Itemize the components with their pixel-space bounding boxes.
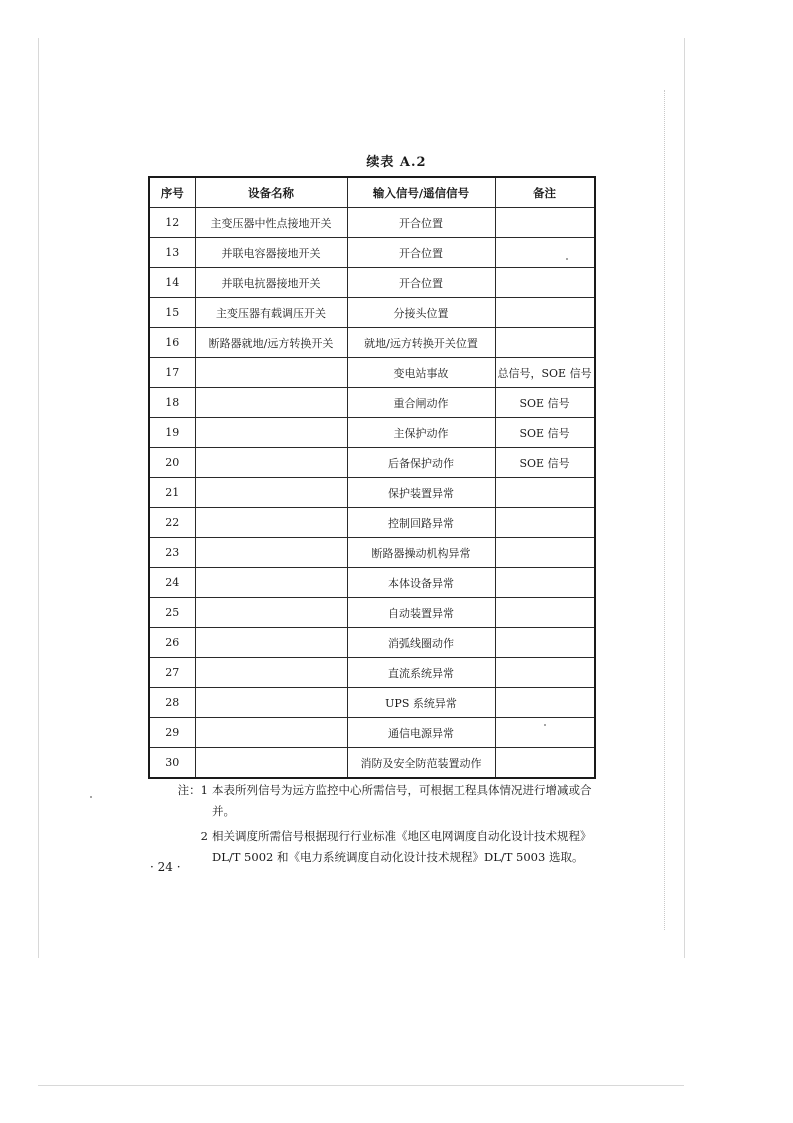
- cell-remark: [495, 508, 595, 538]
- header-remark: 备注: [495, 177, 595, 208]
- cell-remark: [495, 658, 595, 688]
- table-title: 续表 A.2: [366, 155, 427, 170]
- cell-no: 14: [149, 268, 195, 298]
- cell-remark: [495, 328, 595, 358]
- cell-no: 23: [149, 538, 195, 568]
- cell-remark: [495, 268, 595, 298]
- cell-signal: 自动装置异常: [347, 598, 495, 628]
- cell-remark: SOE 信号: [495, 448, 595, 478]
- scan-bottom-edge: [38, 1085, 684, 1086]
- cell-device: [195, 718, 347, 748]
- cell-signal: 本体设备异常: [347, 568, 495, 598]
- cell-signal: 主保护动作: [347, 418, 495, 448]
- table-row: [149, 478, 595, 508]
- cell-remark: [495, 688, 595, 718]
- notes: [170, 780, 610, 868]
- table-row: [149, 298, 595, 328]
- cell-remark: [495, 598, 595, 628]
- cell-device: 主变压器有载调压开关: [195, 298, 347, 328]
- table-row: [149, 268, 595, 298]
- table-row: [149, 748, 595, 779]
- table-row: [149, 538, 595, 568]
- cell-no: 28: [149, 688, 195, 718]
- table-row: [149, 328, 595, 358]
- header-signal: 输入信号/遥信信号: [347, 177, 495, 208]
- table-header-row: [149, 177, 595, 208]
- cell-no: 12: [149, 208, 195, 238]
- cell-signal: 开合位置: [347, 238, 495, 268]
- cell-remark: [495, 748, 595, 779]
- cell-remark: 总信号，SOE 信号: [495, 358, 595, 388]
- note-item: [170, 826, 610, 868]
- cell-signal: 消防及安全防范装置动作: [347, 748, 495, 779]
- cell-device: [195, 748, 347, 779]
- cell-device: 主变压器中性点接地开关: [195, 208, 347, 238]
- note-item: [170, 780, 610, 822]
- cell-no: 27: [149, 658, 195, 688]
- cell-signal: 后备保护动作: [347, 448, 495, 478]
- cell-no: 16: [149, 328, 195, 358]
- scan-speck: [90, 796, 92, 798]
- cell-no: 19: [149, 418, 195, 448]
- cell-no: 25: [149, 598, 195, 628]
- cell-remark: [495, 628, 595, 658]
- table-row: [149, 688, 595, 718]
- page-number: · 24 ·: [150, 860, 181, 874]
- cell-no: 15: [149, 298, 195, 328]
- cell-signal: 开合位置: [347, 268, 495, 298]
- cell-remark: [495, 538, 595, 568]
- cell-no: 20: [149, 448, 195, 478]
- cell-signal: 就地/远方转换开关位置: [347, 328, 495, 358]
- cell-device: [195, 508, 347, 538]
- table-row: [149, 358, 595, 388]
- cell-no: 24: [149, 568, 195, 598]
- cell-signal: UPS 系统异常: [347, 688, 495, 718]
- cell-signal: 控制回路异常: [347, 508, 495, 538]
- header-no: 序号: [149, 177, 195, 208]
- cell-device: [195, 568, 347, 598]
- table-row: [149, 418, 595, 448]
- table-row: [149, 628, 595, 658]
- note-text: 本表所列信号为远方监控中心所需信号，可根据工程具体情况进行增减或合并。: [212, 783, 592, 818]
- cell-remark: [495, 298, 595, 328]
- table-row: [149, 448, 595, 478]
- scan-right-edge: [684, 38, 685, 958]
- cell-device: 并联电容器接地开关: [195, 238, 347, 268]
- cell-device: [195, 628, 347, 658]
- cell-signal: 断路器操动机构异常: [347, 538, 495, 568]
- table-row: [149, 718, 595, 748]
- note-label: 1: [200, 783, 208, 797]
- cell-remark: [495, 718, 595, 748]
- cell-remark: [495, 478, 595, 508]
- cell-device: 断路器就地/远方转换开关: [195, 328, 347, 358]
- table-row: [149, 508, 595, 538]
- cell-signal: 分接头位置: [347, 298, 495, 328]
- cell-remark: SOE 信号: [495, 418, 595, 448]
- cell-device: [195, 688, 347, 718]
- notes-prefix: 注：: [177, 783, 201, 797]
- cell-signal: 保护装置异常: [347, 478, 495, 508]
- cell-remark: [495, 208, 595, 238]
- cell-device: [195, 538, 347, 568]
- cell-no: 17: [149, 358, 195, 388]
- cell-no: 13: [149, 238, 195, 268]
- cell-device: [195, 598, 347, 628]
- cell-no: 18: [149, 388, 195, 418]
- signal-table: [148, 176, 596, 779]
- cell-device: [195, 388, 347, 418]
- table-row: [149, 658, 595, 688]
- cell-no: 29: [149, 718, 195, 748]
- table-row: [149, 238, 595, 268]
- cell-no: 26: [149, 628, 195, 658]
- scan-left-edge: [38, 38, 39, 958]
- table-row: [149, 598, 595, 628]
- cell-remark: [495, 568, 595, 598]
- cell-remark: [495, 238, 595, 268]
- cell-signal: 开合位置: [347, 208, 495, 238]
- cell-no: 21: [149, 478, 195, 508]
- cell-device: [195, 358, 347, 388]
- cell-device: [195, 448, 347, 478]
- cell-signal: 变电站事故: [347, 358, 495, 388]
- cell-signal: 消弧线圈动作: [347, 628, 495, 658]
- cell-signal: 直流系统异常: [347, 658, 495, 688]
- note-label: 2: [200, 829, 208, 843]
- cell-device: [195, 658, 347, 688]
- cell-device: 并联电抗器接地开关: [195, 268, 347, 298]
- note-text: 相关调度所需信号根据现行行业标准《地区电网调度自动化设计技术规程》DL/T 5002 和《电力系统调度自动化设计技术规程》DL/T 5003 选取。: [212, 829, 592, 864]
- table-row: [149, 208, 595, 238]
- cell-device: [195, 418, 347, 448]
- cell-signal: 重合闸动作: [347, 388, 495, 418]
- cell-remark: SOE 信号: [495, 388, 595, 418]
- cell-no: 30: [149, 748, 195, 779]
- table-row: [149, 388, 595, 418]
- table-row: [149, 568, 595, 598]
- cell-signal: 通信电源异常: [347, 718, 495, 748]
- header-device: 设备名称: [195, 177, 347, 208]
- cell-no: 22: [149, 508, 195, 538]
- cell-device: [195, 478, 347, 508]
- scan-right-dots: [664, 90, 665, 930]
